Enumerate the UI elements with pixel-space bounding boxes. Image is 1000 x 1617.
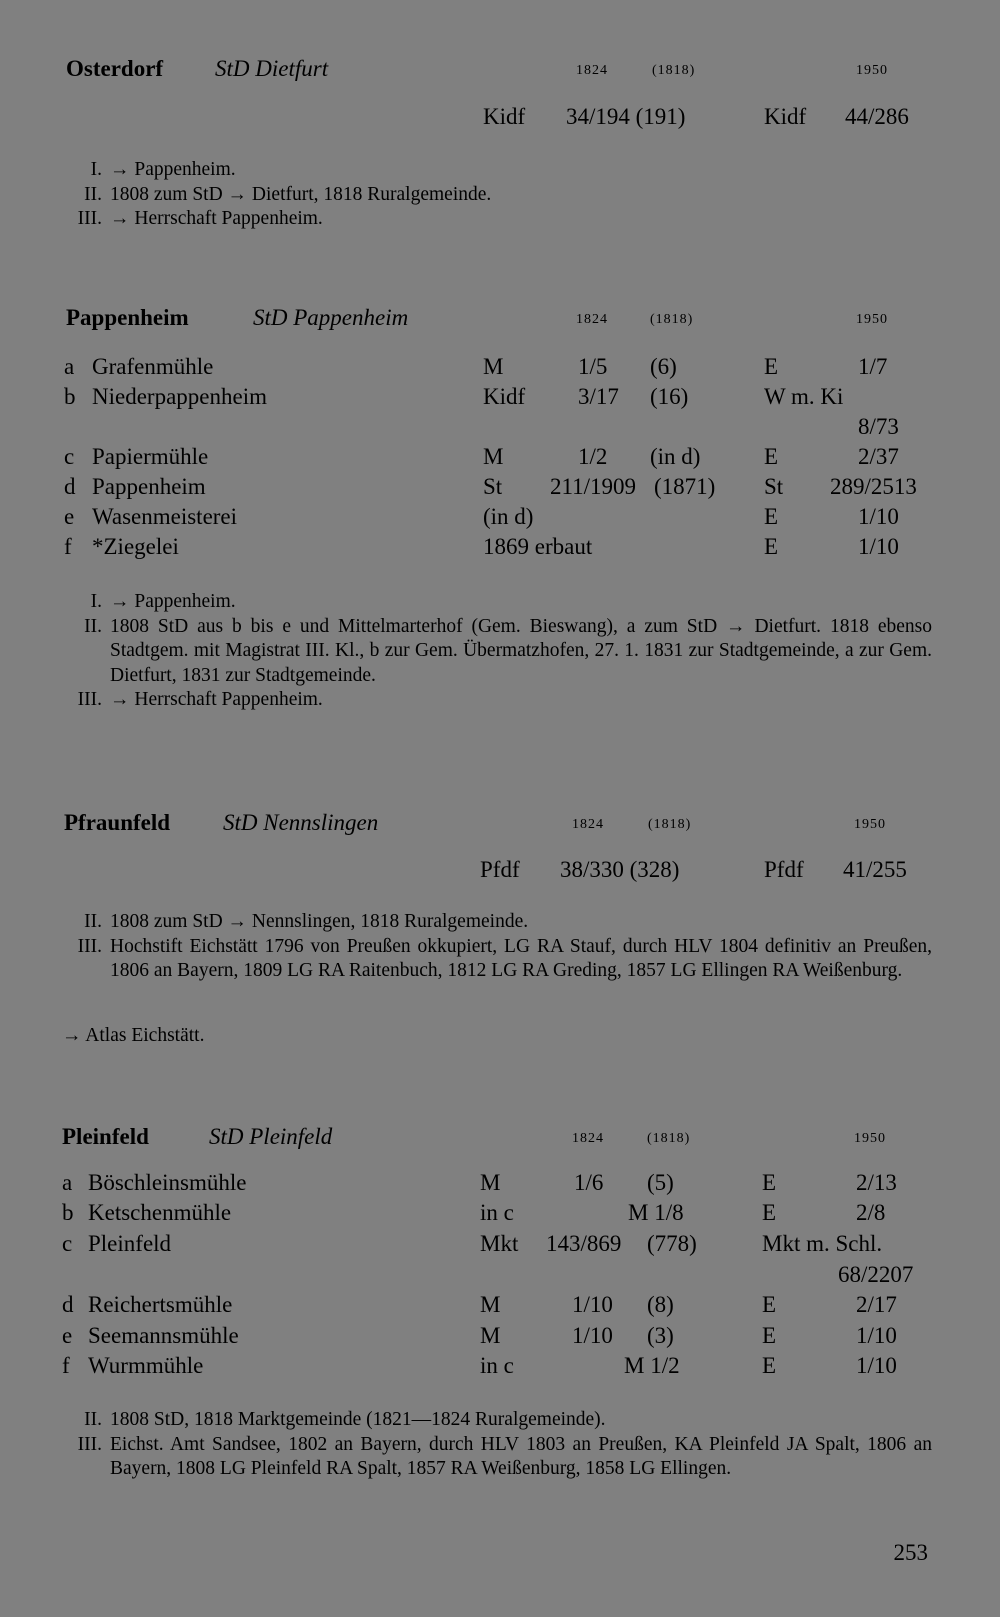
note: [62, 590, 932, 615]
type-1950: Pfdf: [764, 857, 804, 882]
row-name: *Ziegelei: [92, 534, 179, 559]
row-name: Wurmmühle: [88, 1353, 204, 1378]
data-row: [0, 504, 1000, 534]
value-1818: (3): [647, 1323, 674, 1348]
type-1824: Mkt: [480, 1231, 519, 1256]
entry-header-pappenheim: [0, 305, 1000, 335]
data-row: [0, 354, 1000, 384]
row-letter: d: [64, 474, 76, 499]
data-row: [0, 1231, 1000, 1287]
row-name: Niederpappenheim: [92, 384, 267, 409]
note-number: III.: [77, 1433, 102, 1455]
type-1824: (in d): [483, 504, 534, 529]
note-number: II.: [84, 183, 102, 205]
note: [62, 1408, 932, 1433]
row-letter: f: [64, 534, 72, 559]
type-1950: E: [764, 534, 779, 559]
value-1824: 1/5: [578, 354, 608, 379]
atlas-reference: → Atlas Eichstätt.: [62, 1025, 205, 1046]
value-1824: 3/17: [578, 384, 619, 409]
row-name: Böschleinsmühle: [88, 1170, 247, 1195]
type-1824: M: [480, 1292, 501, 1317]
row-name: Ketschenmühle: [88, 1200, 232, 1225]
note-text: 1808 StD, 1818 Marktgemeinde (1821—1824 Ruralgemeinde).: [110, 1409, 606, 1430]
notes-osterdorf: [62, 158, 932, 232]
row-name: Wasenmeisterei: [92, 504, 238, 529]
value-1950: 1/10: [856, 1323, 897, 1348]
row-name: Reichertsmühle: [88, 1292, 233, 1317]
type-1824: in c: [480, 1353, 514, 1378]
note-text: 1808 StD aus b bis e und Mittelmarterhof (Gem. Bieswang), a zum StD → Dietfurt. 1818 ebenso Stadtgem. mit Magistrat III. Kl., b zur Gem. Übermatzhofen, 27. 1. 1831 zur Stadtgemeinde, a zur Gem. Dietfurt, 1831 zur Stadtgemeinde.: [110, 615, 932, 686]
year-1818: (1818): [652, 63, 696, 78]
note: [62, 158, 932, 183]
note: [62, 1433, 932, 1482]
note-number: I.: [90, 591, 102, 612]
type-1950: E: [762, 1200, 777, 1225]
year-1818: (1818): [650, 312, 694, 327]
type-1950: E: [762, 1323, 777, 1348]
type-1824: M: [480, 1323, 501, 1348]
note-text: → Pappenheim.: [110, 591, 236, 612]
data-row: [0, 1323, 1000, 1353]
row-name: Papiermühle: [92, 444, 209, 469]
row-letter: a: [62, 1170, 73, 1195]
value-1950: 1/10: [856, 1353, 897, 1378]
data-row: [0, 104, 1000, 134]
type-1824: Pfdf: [480, 857, 520, 882]
data-row: [0, 857, 1000, 887]
entry-header-pleinfeld: [0, 1124, 1000, 1154]
type-1824: M: [483, 354, 504, 379]
row-letter: b: [64, 384, 76, 409]
place-name: Pfraunfeld: [64, 810, 171, 835]
value-1824: 143/869: [546, 1231, 622, 1256]
value-1950: 2/17: [856, 1292, 897, 1317]
value-1824: 1/6: [574, 1170, 604, 1195]
data-row: [0, 1292, 1000, 1322]
place-name: Pleinfeld: [62, 1124, 149, 1149]
row-letter: b: [62, 1200, 74, 1225]
value-1824: 1/10: [572, 1323, 613, 1348]
note-number: III.: [77, 935, 102, 957]
year-1824: 1824: [572, 817, 604, 832]
value-1950-continued: 68/2207: [838, 1262, 914, 1287]
value-1824: 1/2: [578, 444, 608, 469]
type-1824: 1869 erbaut: [483, 534, 593, 559]
place-name: Osterdorf: [66, 56, 164, 81]
row-letter: a: [64, 354, 75, 379]
value-1824: 34/194 (191): [566, 104, 686, 129]
note: [62, 615, 932, 689]
type-1824: M: [483, 444, 504, 469]
note-text: → Herrschaft Pappenheim.: [110, 208, 323, 229]
value-1824: M 1/8: [628, 1200, 684, 1225]
note: [62, 183, 932, 208]
notes-pfraunfeld: [62, 910, 932, 984]
type-1824: Kidf: [483, 384, 526, 409]
year-1950: 1950: [856, 63, 888, 78]
data-row: [0, 534, 1000, 564]
value-1950: 1/7: [858, 354, 888, 379]
type-1950: Mkt m. Schl.: [762, 1231, 883, 1256]
district-name: StD Pappenheim: [253, 305, 409, 330]
notes-pleinfeld: [62, 1408, 932, 1482]
year-1824: 1824: [576, 312, 608, 327]
note-text: 1808 zum StD → Dietfurt, 1818 Ruralgemeinde.: [110, 183, 492, 205]
row-letter: f: [62, 1353, 70, 1378]
place-name: Pappenheim: [66, 305, 189, 330]
entry-header-osterdorf: [0, 56, 1000, 86]
year-1818: (1818): [647, 1131, 691, 1146]
year-1824: 1824: [572, 1131, 604, 1146]
value-1950-continued: 8/73: [858, 414, 899, 439]
note: [62, 935, 932, 984]
value-1818: (778): [647, 1231, 697, 1256]
note-text: Hochstift Eichstätt 1796 von Preußen okkupiert, LG RA Stauf, durch HLV 1804 definitiv an Preußen, 1806 an Bayern, 1809 LG RA Raitenbuch, 1812 LG RA Greding, 1857 LG Ellingen RA Weißenburg.: [110, 935, 932, 981]
row-letter: e: [64, 504, 75, 529]
note-number: II.: [84, 911, 102, 932]
value-1818: (5): [647, 1170, 674, 1195]
note-number: II.: [84, 1409, 102, 1430]
note-number: I.: [90, 159, 102, 180]
row-letter: c: [62, 1231, 73, 1256]
note-text: → Pappenheim.: [110, 159, 236, 180]
type-1824: in c: [480, 1200, 514, 1225]
data-row: [0, 1353, 1000, 1383]
type-1950: E: [764, 354, 779, 379]
value-1824: 211/1909: [550, 474, 637, 499]
type-1950: Kidf: [764, 104, 807, 129]
year-1818: (1818): [648, 817, 692, 832]
district-name: StD Pleinfeld: [209, 1124, 333, 1149]
value-1950: 2/13: [856, 1170, 897, 1195]
value-1818: (in d): [650, 444, 701, 469]
row-letter: e: [62, 1323, 73, 1348]
data-row: [0, 1170, 1000, 1200]
type-1950: E: [762, 1292, 777, 1317]
type-1950: E: [764, 444, 779, 469]
notes-pappenheim: [62, 590, 932, 713]
data-row: [0, 444, 1000, 474]
type-1824: St: [483, 474, 503, 499]
type-1950: E: [764, 504, 779, 529]
page-number: 253: [893, 1540, 928, 1565]
value-1818: (6): [650, 354, 677, 379]
data-row: [0, 1200, 1000, 1230]
value-1824: M 1/2: [624, 1353, 680, 1378]
row-letter: d: [62, 1292, 74, 1317]
type-1824: M: [480, 1170, 501, 1195]
note: [62, 910, 932, 935]
year-1950: 1950: [854, 817, 886, 832]
note-text: Eichst. Amt Sandsee, 1802 an Bayern, durch HLV 1803 an Preußen, KA Pleinfeld JA Spalt, 1806 an Bayern, 1808 LG Pleinfeld RA Spalt, 1857 RA Weißenburg, 1858 LG Ellingen.: [110, 1433, 932, 1479]
value-1824: 1/10: [572, 1292, 613, 1317]
value-1950: 41/255: [843, 857, 907, 882]
entry-header-pfraunfeld: [0, 810, 1000, 840]
value-1824: 38/330 (328): [560, 857, 680, 882]
type-1950: E: [762, 1353, 777, 1378]
row-letter: c: [64, 444, 75, 469]
value-1818: (8): [647, 1292, 674, 1317]
note: [62, 207, 932, 232]
value-1818: (16): [650, 384, 689, 409]
data-row: [0, 384, 1000, 439]
district-name: StD Nennslingen: [223, 810, 379, 835]
row-name: Pleinfeld: [88, 1231, 172, 1256]
type-1950: E: [762, 1170, 777, 1195]
note-number: III.: [77, 689, 102, 710]
type-1950: St: [764, 474, 784, 499]
value-1950: 44/286: [845, 104, 909, 129]
note-number: II.: [84, 615, 102, 637]
year-1950: 1950: [856, 312, 888, 327]
district-name: StD Dietfurt: [215, 56, 329, 81]
value-1950: 1/10: [858, 534, 899, 559]
year-1950: 1950: [854, 1131, 886, 1146]
data-row: [0, 474, 1000, 504]
value-1818: (1871): [654, 474, 716, 499]
row-name: Grafenmühle: [92, 354, 214, 379]
year-1824: 1824: [576, 63, 608, 78]
note-number: III.: [77, 208, 102, 229]
note-text: → Herrschaft Pappenheim.: [110, 689, 323, 710]
value-1950: 289/2513: [830, 474, 917, 499]
row-name: Pappenheim: [92, 474, 206, 499]
note: [62, 688, 932, 713]
type-1824: Kidf: [483, 104, 526, 129]
value-1950: 2/8: [856, 1200, 886, 1225]
value-1950: 1/10: [858, 504, 899, 529]
value-1950: 2/37: [858, 444, 899, 469]
type-1950: W m. Ki: [764, 384, 844, 409]
row-name: Seemannsmühle: [88, 1323, 239, 1348]
note-text: 1808 zum StD → Nennslingen, 1818 Ruralgemeinde.: [110, 911, 529, 932]
